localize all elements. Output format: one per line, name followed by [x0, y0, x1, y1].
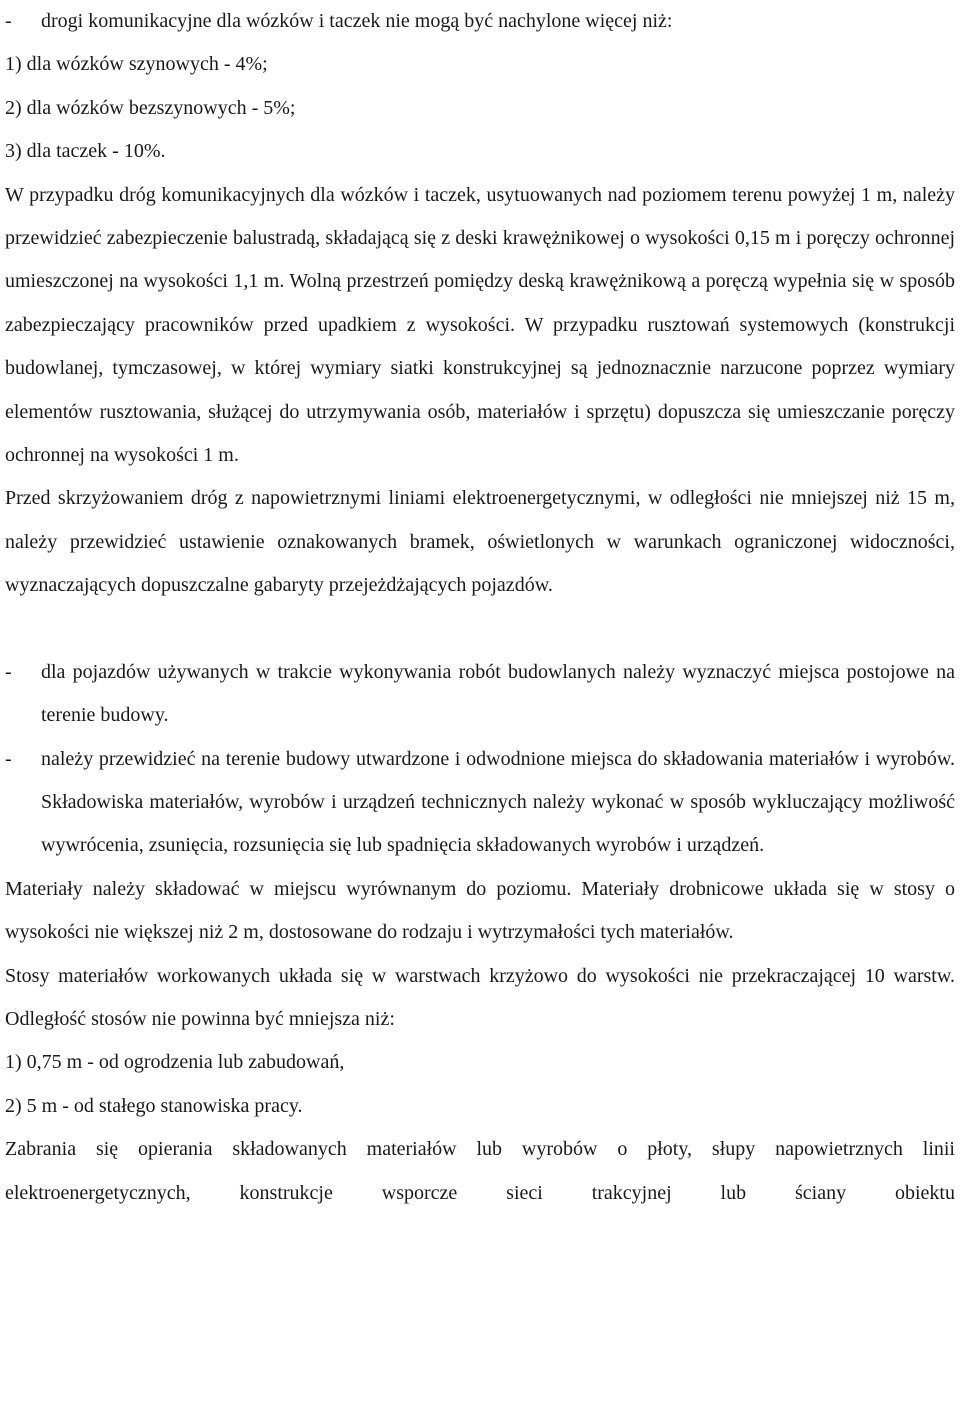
list-item: 2) 5 m - od stałego stanowiska pracy. [5, 1094, 303, 1117]
list-dash: - [5, 10, 12, 32]
document-page [5, 0, 955, 1215]
paragraph-leaning-prohibition: Zabrania się opierania składowanych materiałów lub wyrobów o płoty, słupy napowietrznych linii elektroenergetycznych, konstrukcje wsporcze sieci trakcyjnej lub ściany obiektu [5, 1138, 955, 1204]
list-item: 1) 0,75 m - od ogrodzenia lub zabudowań, [5, 1051, 345, 1074]
bullet-dash: - [5, 747, 12, 770]
paragraph-power-lines: Przed skrzyżowaniem dróg z napowietrznymi liniami elektroenergetycznymi, w odległości nie mniejszej niż 15 m, należy przewidzieć ustawienie oznakowanych bramek, oświetlonych w warunkach ograniczonej widoczności, wyznaczających dopuszczalne gabaryty przejeżdżających pojazdów. [5, 487, 955, 597]
bullet-storage [5, 738, 955, 868]
paragraph-guardrails: W przypadku dróg komunikacyjnych dla wózków i taczek, usytuowanych nad poziomem terenu powyżej 1 m, należy przewidzieć zabezpieczenie balustradą, składającą się z deski krawężnikowej o wysokości 0,15 m i poręczy ochronnej umieszczonej na wysokości 1,1 m. Wolną przestrzeń pomiędzy deską krawężnikową a poręczą wypełnia się w sposób zabezpieczający pracowników przed upadkiem z wysokości. W przypadku rusztowań systemowych (konstrukcji budowlanej, tymczasowej, w której wymiary siatki konstrukcyjnej są jednoznacznie narzucone poprzez wymiary elementów rusztowania, służącej do utrzymywania osób, materiałów i sprzętu) dopuszcza się umieszczanie poręczy ochronnej na wysokości 1 m. [5, 183, 955, 467]
slope-list-intro [5, 0, 955, 43]
paragraph-materials-storage: Materiały należy składować w miejscu wyrównanym do poziomu. Materiały drobnicowe układa się w stosy o wysokości nie większej niż 2 m, dostosowane do rodzaju i wytrzymałości tych materiałów. [5, 877, 955, 944]
bullet-text: należy przewidzieć na terenie budowy utwardzone i odwodnione miejsca do składowania materiałów i wyrobów. Składowiska materiałów, wyrobów i urządzeń technicznych należy wykonać w sposób wykluczający możliwość wywrócenia, zsunięcia, rozsunięcia się lub spadnięcia składowanych wyrobów i urządzeń. [41, 747, 955, 857]
paragraph-bagged-materials: Stosy materiałów workowanych układa się w warstwach krzyżowo do wysokości nie przekraczającej 10 warstw. Odległość stosów nie powinna być mniejsza niż: [5, 964, 955, 1030]
list-item: 1) dla wózków szynowych - 4%; [5, 53, 268, 76]
bullet-text: dla pojazdów używanych w trakcie wykonywania robót budowlanych należy wyznaczyć miejsca postojowe na terenie budowy. [41, 660, 955, 727]
spacer [5, 608, 955, 651]
list-item: 3) dla taczek - 10%. [5, 140, 166, 163]
bullet-dash: - [5, 660, 12, 683]
list-item: 2) dla wózków bezszynowych - 5%; [5, 96, 296, 119]
list-intro-text: drogi komunikacyjne dla wózków i taczek nie mogą być nachylone więcej niż: [41, 10, 673, 32]
bullet-parking [5, 651, 955, 738]
